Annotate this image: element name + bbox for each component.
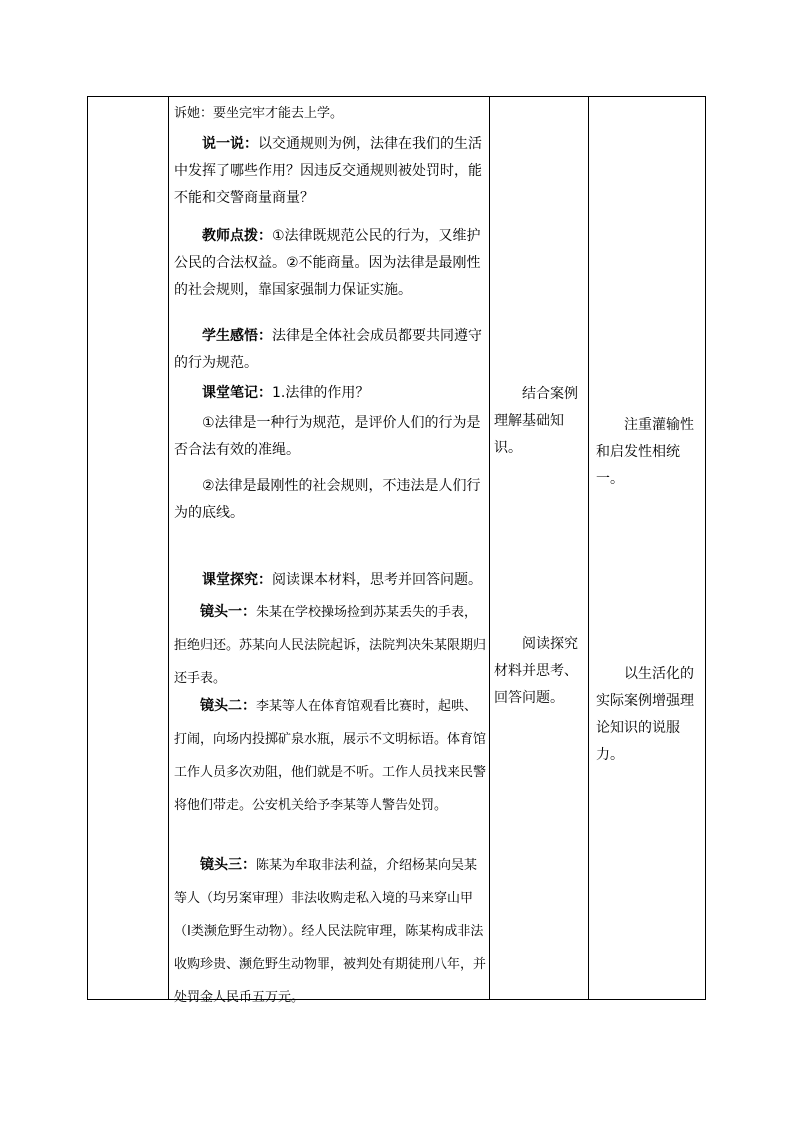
lesson-table: [87, 96, 706, 1005]
column-divider: [168, 97, 169, 999]
student-paragraph: [174, 323, 484, 377]
student-text: 法律是全体社会成员都要共同遵守的行为规范。: [174, 328, 482, 371]
notes-item-2: ②法律是最刚性的社会规则，不违法是人们行为的底线。: [174, 478, 481, 521]
column-divider: [489, 97, 490, 999]
column-divider: [588, 97, 589, 999]
intro-line: 诉她：要坐完牢才能去上学。: [174, 106, 344, 121]
explore-text: 阅读课本材料，思考并回答问题。: [272, 572, 482, 588]
design-intent-1: 注重灌输性和启发性相统一。: [596, 417, 694, 487]
say-paragraph: [174, 131, 484, 212]
say-text: 以交通规则为例，法律在我们的生活中发挥了哪些作用？因违反交通规则被处罚时，能不能和交警商量商量？: [174, 136, 482, 206]
shot-1-paragraph: [174, 596, 486, 695]
shot-2-paragraph: [174, 690, 486, 822]
teacher-paragraph: [174, 223, 484, 304]
design-intent-2: 以生活化的实际案例增强理论知识的说服力。: [596, 666, 694, 763]
shot-2-text: 李某等人在体育馆观看比赛时，起哄、打闹，向场内投掷矿泉水瓶，展示不文明标语。体育馆工作人员多次劝阻，他们就是不听。工作人员找来民警将他们带走。公安机关给予李某等人警告处罚。: [174, 699, 487, 813]
shot-2-label: 镜头二：: [200, 698, 256, 714]
shot-3-label: 镜头三：: [200, 857, 256, 873]
notes-item-1: ①法律是一种行为规范，是评价人们的行为是否合法有效的准绳。: [174, 415, 481, 458]
shot-3-paragraph: [174, 849, 486, 1014]
explore-label: 课堂探究：: [202, 572, 272, 588]
student-activity-1: 结合案例理解基础知识。: [494, 386, 578, 456]
student-label: 学生感悟：: [202, 328, 272, 344]
teacher-label: 教师点拨：: [202, 228, 272, 244]
notes-label: 课堂笔记：: [202, 385, 272, 401]
explore-paragraph: [174, 567, 484, 594]
teacher-text: ①法律既规范公民的行为，又维护公民的合法权益。②不能商量。因为法律是最刚性的社会规则，靠国家强制力保证实施。: [174, 228, 481, 298]
shot-1-text: 朱某在学校操场捡到苏某丢失的手表，拒绝归还。苏某向人民法院起诉，法院判决朱某限期归还手表。: [174, 605, 487, 686]
shot-1-label: 镜头一：: [200, 604, 256, 620]
notes-text: 1.法律的作用？: [272, 385, 370, 401]
column-1-cell: [88, 97, 168, 999]
student-activity-2: 阅读探究材料并思考、回答问题。: [494, 636, 578, 706]
say-label: 说一说：: [202, 136, 258, 152]
notes-heading: [174, 380, 484, 407]
shot-3-text: 陈某为牟取非法利益，介绍杨某向吴某等人（均另案审理）非法收购走私入境的马来穿山甲（Ⅰ类濒危野生动物）。经人民法院审理，陈某构成非法收购珍贵、濒危野生动物罪，被判处有期徒刑八年，并处罚金人民币五万元。: [174, 858, 487, 1005]
